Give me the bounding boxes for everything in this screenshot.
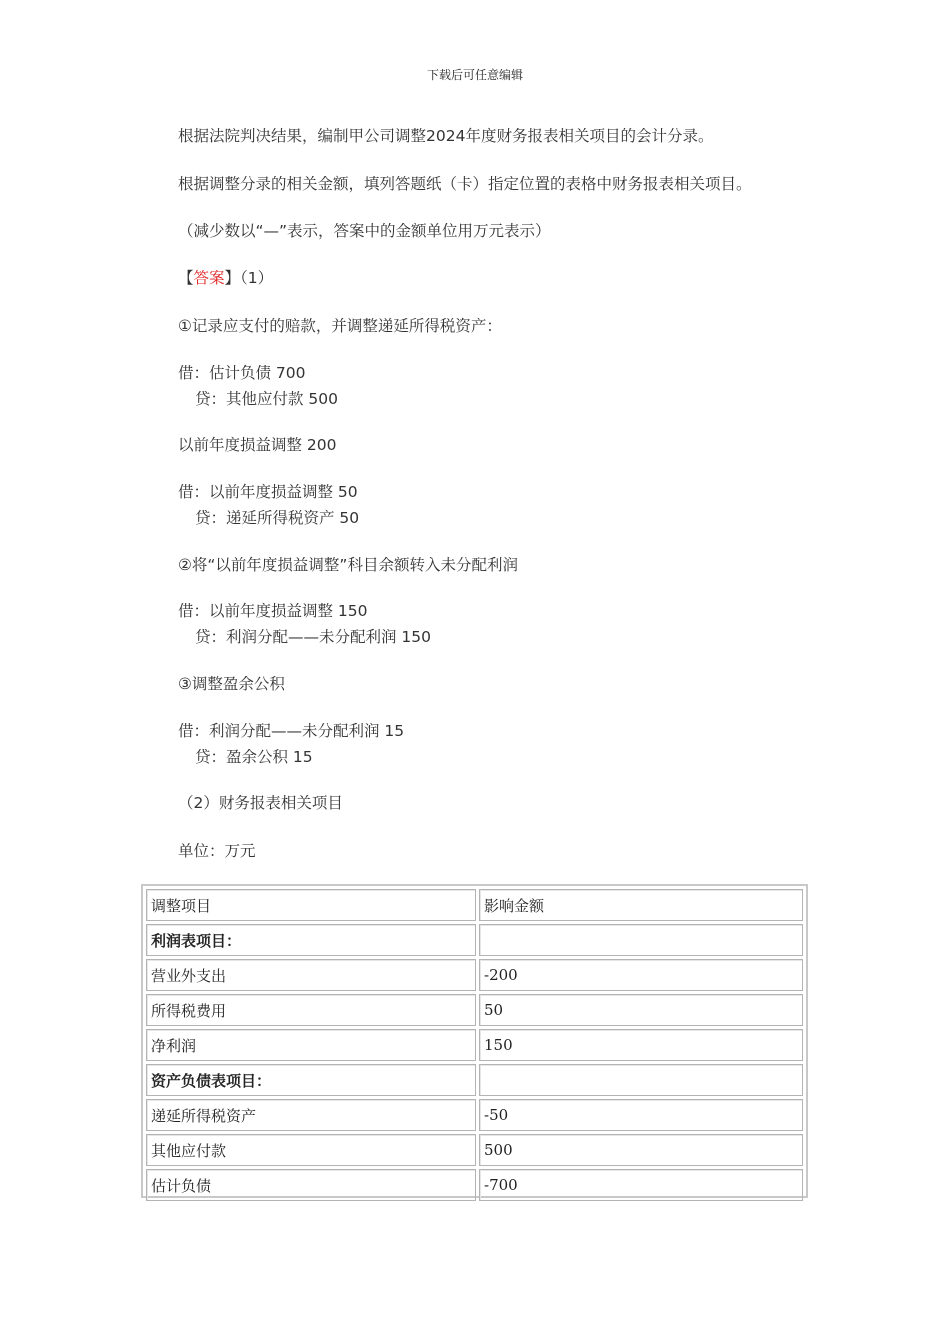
- entry-1-credit: 贷：其他应付款 500: [195, 390, 339, 408]
- page-header: 下载后可任意编辑: [426, 68, 523, 82]
- answer-heading: [178, 268, 273, 288]
- entry-3-title: ②将“以前年度损益调整”科目余额转入未分配利润: [178, 556, 518, 574]
- table-cell: 估计负债: [146, 1169, 476, 1201]
- table-row: [146, 994, 803, 1026]
- table-cell: -200: [479, 959, 803, 991]
- entry-3-debit: 借：以前年度损益调整 150: [178, 602, 368, 620]
- table-cell: 500: [479, 1134, 803, 1166]
- table-cell: 净利润: [146, 1029, 476, 1061]
- instruction-line-3: （减少数以“—”表示，答案中的金额单位用万元表示）: [178, 222, 551, 240]
- table-header-cell: 调整项目: [146, 889, 476, 921]
- table-row: [146, 1134, 803, 1166]
- entry-4-credit: 贷：盈余公积 15: [195, 748, 313, 766]
- entry-2-credit: 贷：递延所得税资产 50: [195, 509, 360, 527]
- table-cell: [479, 924, 803, 956]
- table-cell: -50: [479, 1099, 803, 1131]
- table-row: [146, 1064, 803, 1096]
- answer-label: 答案: [193, 269, 225, 287]
- answer-bracket-close: 】（1）: [224, 269, 274, 287]
- entry-4-title: ③调整盈余公积: [178, 675, 285, 693]
- section-label-cell: 资产负债表项目：: [146, 1064, 476, 1096]
- entry-3-credit: 贷：利润分配——未分配利润 150: [195, 628, 432, 646]
- instruction-line-1: 根据法院判决结果，编制甲公司调整2024年度财务报表相关项目的会计分录。: [178, 127, 714, 145]
- table-row: [146, 924, 803, 956]
- table-cell: 150: [479, 1029, 803, 1061]
- table-header-cell: 影响金额: [479, 889, 803, 921]
- part-2-title: （2）财务报表相关项目: [178, 794, 343, 812]
- table-cell: 50: [479, 994, 803, 1026]
- table-cell: 营业外支出: [146, 959, 476, 991]
- table-cell: [479, 1064, 803, 1096]
- table-cell: 所得税费用: [146, 994, 476, 1026]
- table-header-row: [146, 889, 803, 921]
- table-cell: -700: [479, 1169, 803, 1201]
- table-cell: 其他应付款: [146, 1134, 476, 1166]
- table-row: [146, 1169, 803, 1201]
- table-cell: 递延所得税资产: [146, 1099, 476, 1131]
- table-row: [146, 1099, 803, 1131]
- answer-bracket-open: 【: [178, 269, 194, 287]
- table-row: [146, 959, 803, 991]
- unit-label: 单位：万元: [178, 842, 256, 860]
- entry-1-credit-2: 以前年度损益调整 200: [178, 436, 337, 454]
- entry-1-title: ①记录应支付的赔款，并调整递延所得税资产：: [178, 317, 502, 335]
- entry-4-debit: 借：利润分配——未分配利润 15: [178, 722, 405, 740]
- table-row: [146, 1029, 803, 1061]
- entry-1-debit: 借：估计负债 700: [178, 364, 306, 382]
- adjustment-table: [141, 884, 808, 1198]
- instruction-line-2: 根据调整分录的相关金额，填列答题纸（卡）指定位置的表格中财务报表相关项目。: [178, 175, 752, 193]
- entry-2-debit: 借：以前年度损益调整 50: [178, 483, 358, 501]
- section-label-cell: 利润表项目：: [146, 924, 476, 956]
